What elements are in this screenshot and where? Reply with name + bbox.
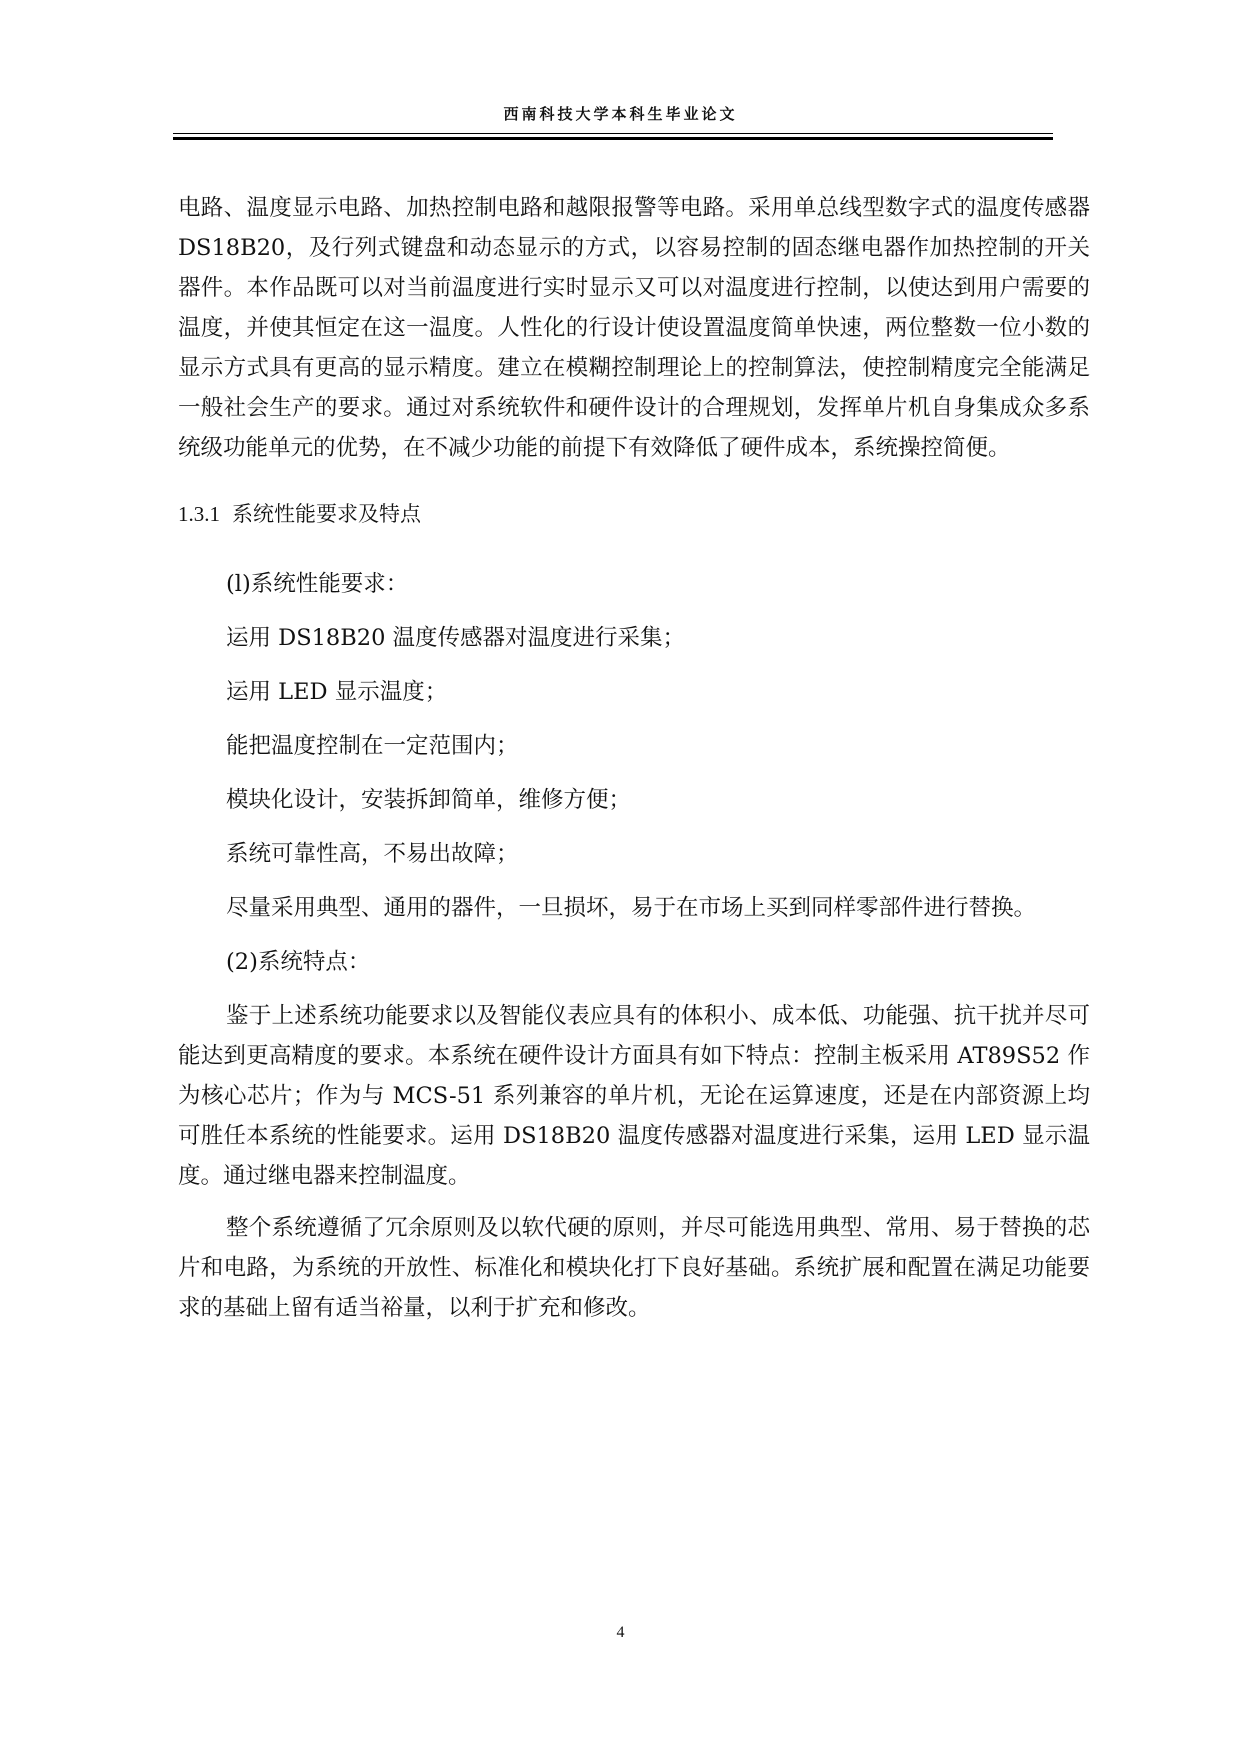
- requirement-item: 模块化设计，安装拆卸简单，维修方便；: [226, 787, 632, 813]
- design-principles-paragraph: 整个系统遵循了冗余原则及以软代硬的原则，并尽可能选用典型、常用、易于替换的芯片和电路，为系统的开放性、标准化和模块化打下良好基础。系统扩展和配置在满足功能要求的基础上留有适当裕量，以利于扩充和修改。: [178, 1215, 1090, 1321]
- running-header: 西南科技大学本科生毕业论文: [503, 105, 738, 123]
- header-rule-thick: [173, 137, 1053, 140]
- requirement-item: 运用 LED 显示温度；: [226, 679, 448, 705]
- requirement-item: 系统可靠性高，不易出故障；: [226, 841, 519, 867]
- features-paragraph: 鉴于上述系统功能要求以及智能仪表应具有的体积小、成本低、功能强、抗干扰并尽可能达到更高精度的要求。本系统在硬件设计方面具有如下特点：控制主板采用 AT89S52 作为核心芯片；作为与 MCS-51 系列兼容的单片机，无论在运算速度，还是在内部资源上均可胜任本系统的性能要求。运用 DS18B20 温度传感器对温度进行采集，运用 LED 显示温度。通过继电器来控制温度。: [178, 1003, 1090, 1189]
- requirement-item: 能把温度控制在一定范围内；: [226, 733, 519, 759]
- section-heading: [178, 494, 1090, 534]
- requirement-item: 运用 DS18B20 温度传感器对温度进行采集；: [226, 625, 686, 651]
- main-content: [178, 188, 1090, 1328]
- section-number: 1.3.1: [178, 502, 220, 526]
- requirements-heading: (l)系统性能要求：: [226, 571, 409, 597]
- features-heading: (2)系统特点：: [226, 949, 371, 975]
- header-rule-thin: [173, 133, 1053, 134]
- section-title: 系统性能要求及特点: [232, 502, 421, 526]
- intro-paragraph: 电路、温度显示电路、加热控制电路和越限报警等电路。采用单总线型数字式的温度传感器 DS18B20，及行列式键盘和动态显示的方式，以容易控制的固态继电器作加热控制的开关器件。本作品既可以对当前温度进行实时显示又可以对温度进行控制，以使达到用户需要的温度，并使其恒定在这一温度。人性化的行设计使设置温度简单快速，两位整数一位小数的显示方式具有更高的显示精度。建立在模糊控制理论上的控制算法，使控制精度完全能满足一般社会生产的要求。通过对系统软件和硬件设计的合理规划，发挥单片机自身集成众多系统级功能单元的优势，在不减少功能的前提下有效降低了硬件成本，系统操控简便。: [178, 195, 1090, 461]
- requirement-item: 尽量采用典型、通用的器件，一旦损坏，易于在市场上买到同样零部件进行替换。: [226, 895, 1037, 921]
- page-number: 4: [616, 1624, 625, 1641]
